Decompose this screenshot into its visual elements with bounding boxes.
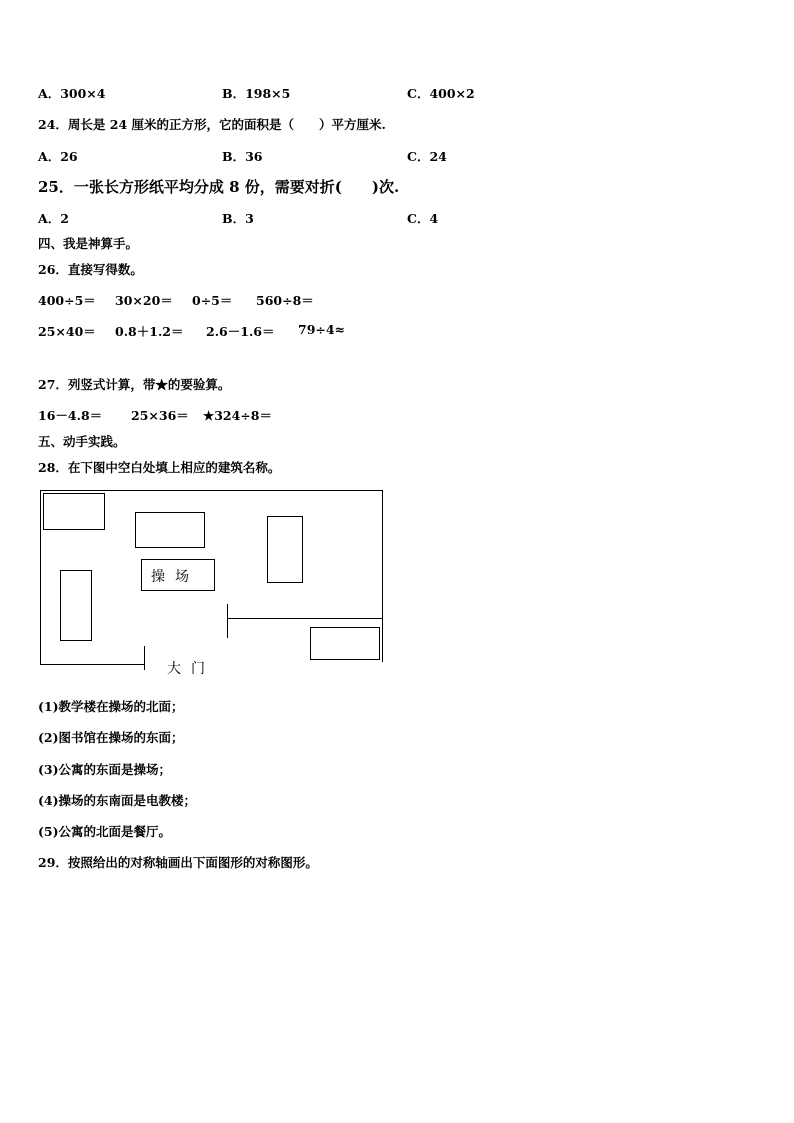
q26-item: 25×40＝	[38, 324, 96, 339]
q28-clue: (2)图书馆在操场的东面；	[38, 730, 184, 745]
q26-item: 30×20＝	[115, 293, 173, 308]
map-building-blank[interactable]	[310, 627, 380, 660]
q28-clue: (5)公寓的北面是餐厅。	[38, 824, 172, 839]
map-wall-left	[40, 490, 41, 665]
q24-option-c: C．24	[407, 149, 447, 164]
section-4-heading: 四、我是神算手。	[38, 236, 139, 251]
q27-item: 25×36＝	[131, 408, 189, 423]
section-5-heading: 五、动手实践。	[38, 434, 126, 449]
playground-label: 操场	[151, 569, 199, 585]
q26-item: 2.6－1.6＝	[206, 324, 275, 339]
map-wall-top	[40, 490, 383, 491]
q25-stem: 25．一张长方形纸平均分成 8 份，需要对折( )次.	[38, 178, 400, 196]
q26-item: 79÷4≈	[298, 322, 346, 337]
q24-option-a: A．26	[38, 149, 78, 164]
map-building-blank[interactable]	[267, 516, 303, 583]
map-building-blank[interactable]	[60, 570, 92, 641]
q26-item: 0.8＋1.2＝	[115, 324, 184, 339]
q29-stem: 29．按照给出的对称轴画出下面图形的对称图形。	[38, 855, 318, 870]
q24-stem: 24．周长是 24 厘米的正方形，它的面积是（ ）平方厘米.	[38, 117, 386, 132]
q23-option-a: A．300×4	[38, 86, 106, 101]
q27-item: ★324÷8＝	[203, 408, 272, 423]
map-inner-wall	[227, 618, 383, 619]
q28-stem: 28．在下图中空白处填上相应的建筑名称。	[38, 460, 281, 475]
map-wall-right	[382, 490, 383, 662]
q26-item: 0÷5＝	[192, 293, 233, 308]
q28-clue: (3)公寓的东面是操场；	[38, 762, 172, 777]
q27-stem: 27．列竖式计算，带★的要验算。	[38, 377, 231, 392]
q26-stem: 26．直接写得数。	[38, 262, 143, 277]
q24-option-b: B．36	[222, 149, 263, 164]
map-playground	[141, 559, 215, 591]
q27-item: 16－4.8＝	[38, 408, 103, 423]
campus-map	[36, 486, 388, 677]
map-gate-post	[144, 646, 145, 670]
map-building-blank[interactable]	[43, 493, 105, 530]
q25-option-a: A．2	[38, 211, 69, 226]
q26-item: 560÷8＝	[256, 293, 314, 308]
map-building-blank[interactable]	[135, 512, 205, 548]
gate-label: 大门	[167, 661, 215, 677]
q25-option-b: B．3	[222, 211, 254, 226]
q23-option-b: B．198×5	[222, 86, 291, 101]
map-gate-post	[227, 604, 228, 638]
q28-clue: (1)教学楼在操场的北面；	[38, 699, 184, 714]
q28-clue: (4)操场的东南面是电教楼；	[38, 793, 197, 808]
q25-option-c: C．4	[407, 211, 439, 226]
map-wall-bottom	[40, 664, 144, 665]
q26-item: 400÷5＝	[38, 293, 96, 308]
q23-option-c: C．400×2	[407, 86, 475, 101]
